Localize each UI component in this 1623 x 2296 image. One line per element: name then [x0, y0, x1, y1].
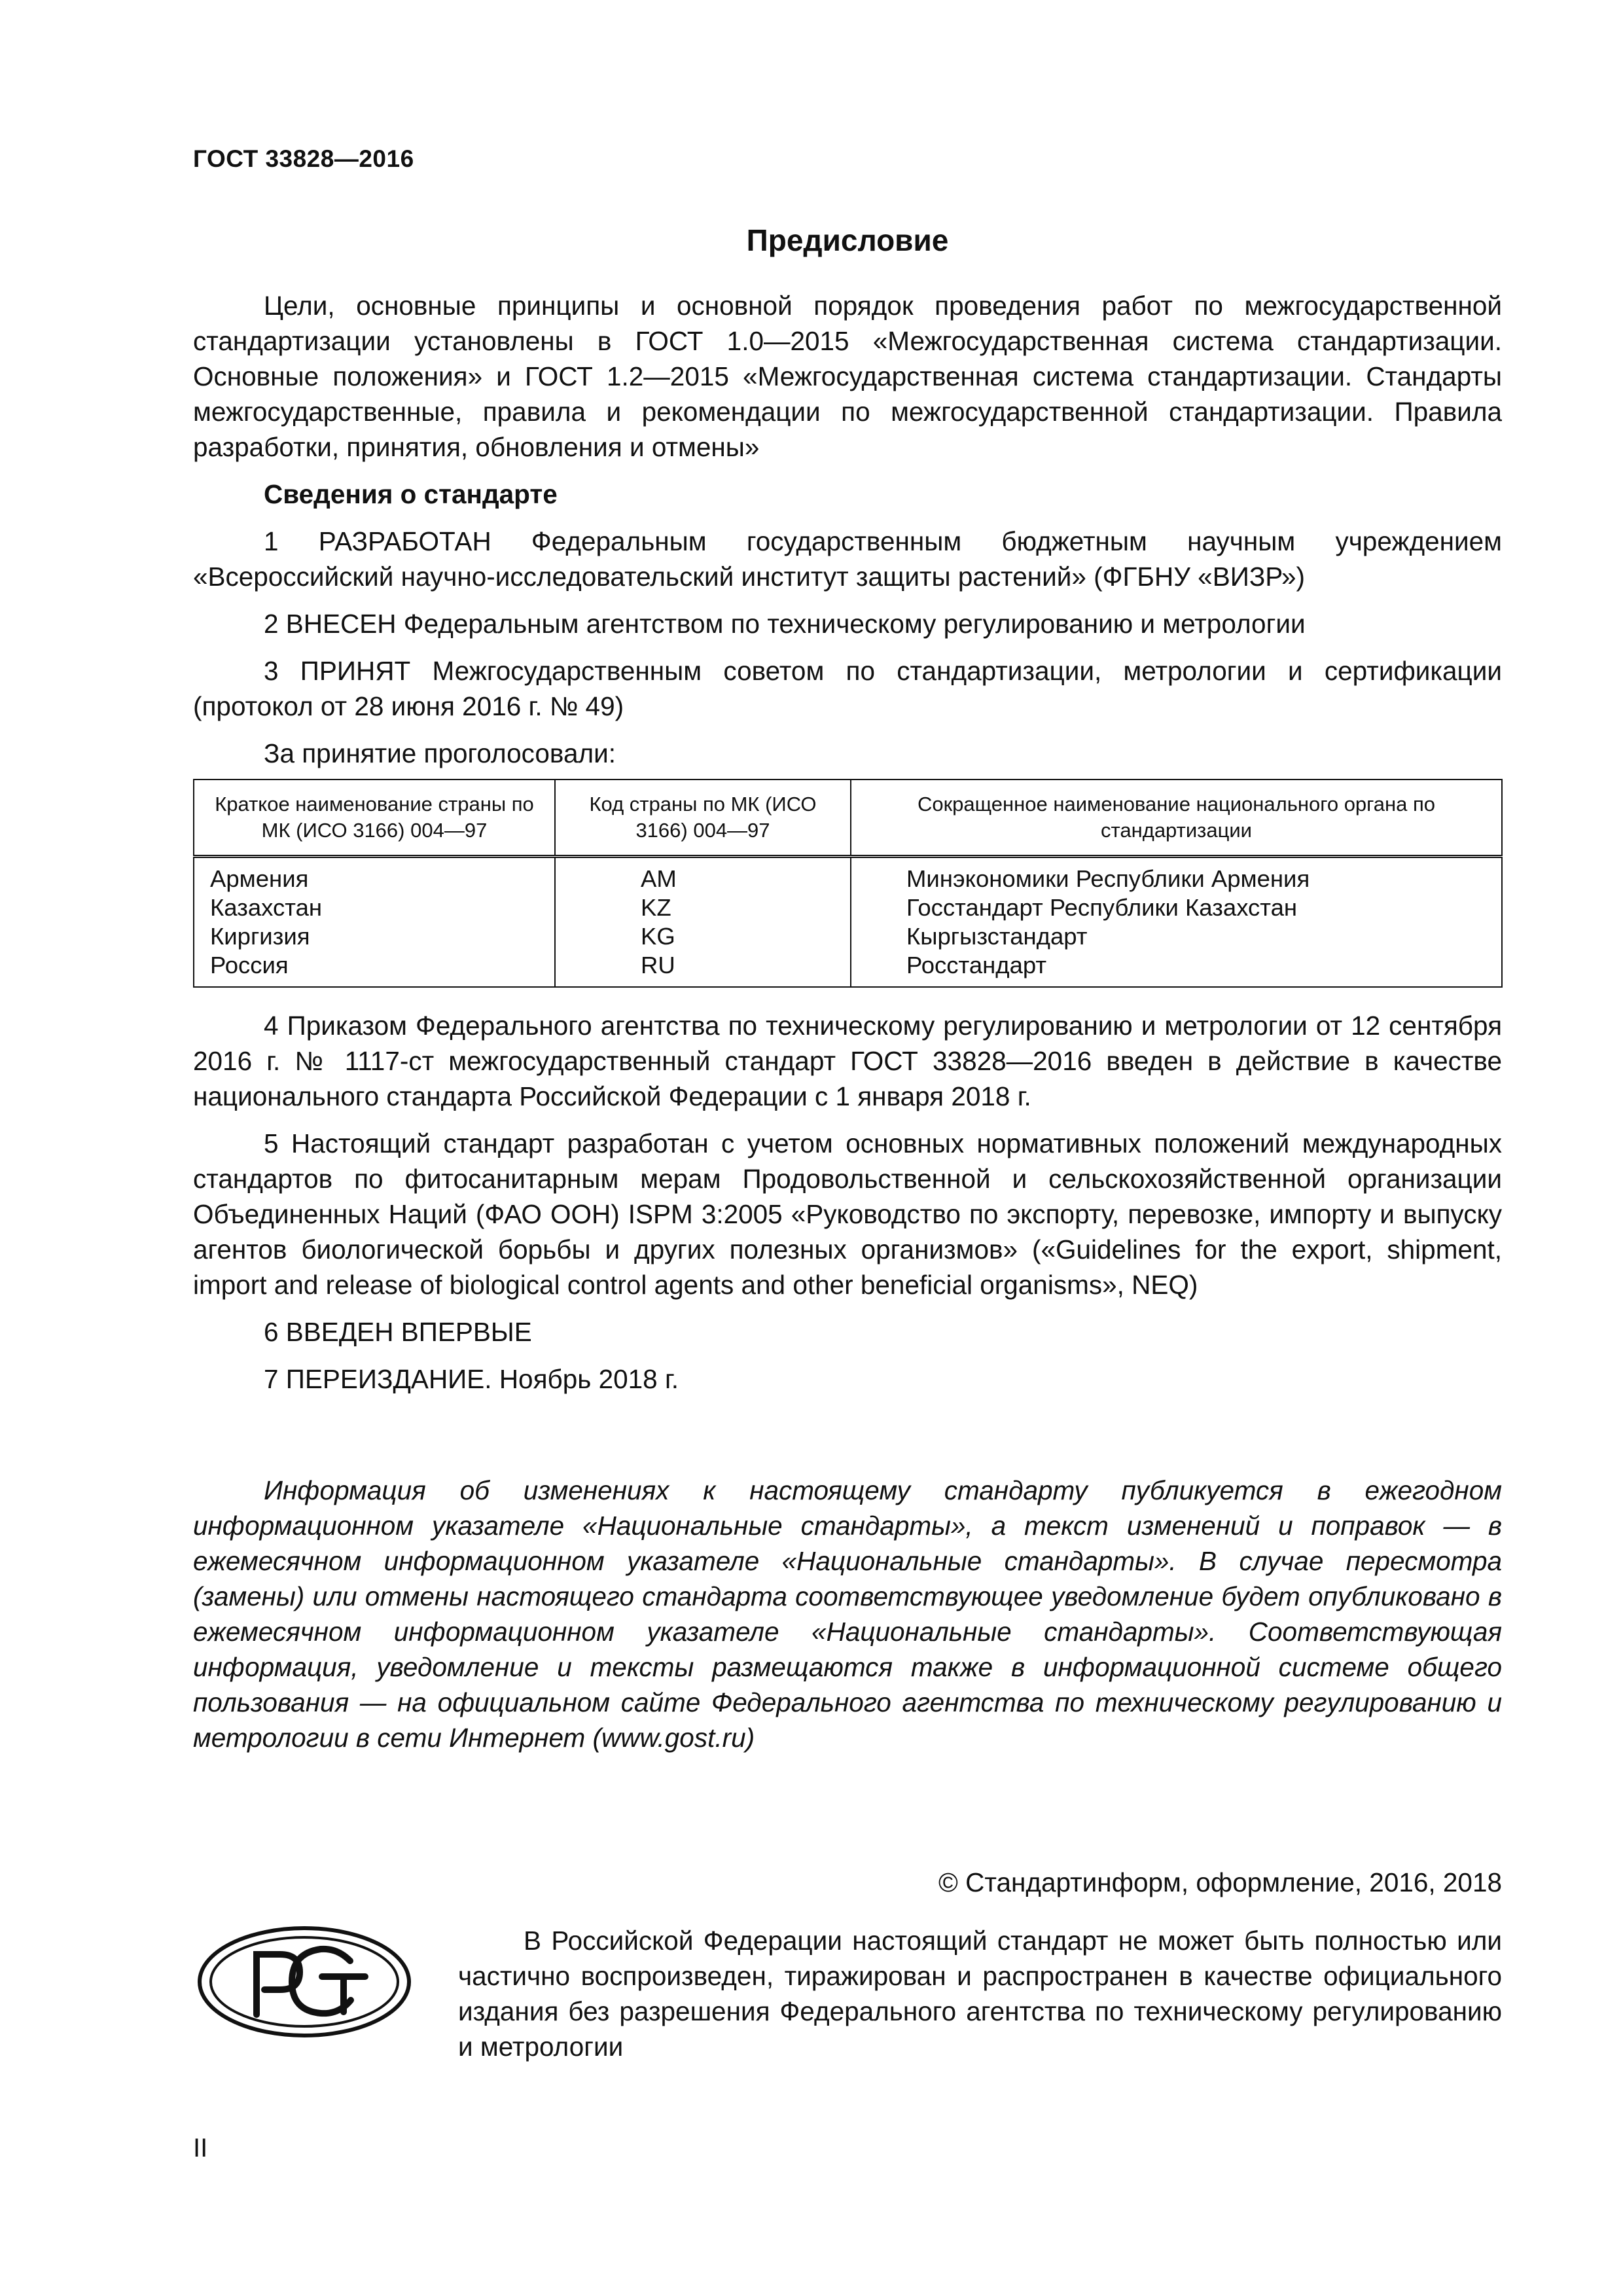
copyright-line: © Стандартинформ, оформление, 2016, 2018: [938, 1867, 1502, 1897]
code-cell: RU: [641, 952, 675, 978]
header-country-name: Краткое наименование страны по МК (ИСО 3166) 004—97: [194, 780, 555, 857]
body-cell: Минэкономики Республики Армения: [906, 865, 1310, 892]
code-cell: KZ: [641, 894, 671, 921]
country-cell: Россия: [210, 952, 289, 978]
voting-table: [193, 779, 1503, 988]
voted-label: За принятие проголосовали:: [264, 738, 616, 768]
country-cell: Казахстан: [210, 894, 323, 921]
code-column: [555, 857, 851, 988]
table-header-row: [194, 780, 1502, 857]
header-national-body: Сокращенное наименование национального органа по стандартизации: [851, 780, 1502, 857]
page-title: Предисловие: [746, 223, 949, 257]
country-cell: Киргизия: [210, 923, 310, 950]
item-6-first-time: 6 ВВЕДЕН ВПЕРВЫЕ: [264, 1317, 532, 1347]
item-1-developed: 1 РАЗРАБОТАН Федеральным государственным бюджетным научным учреждением «Всероссийский научно-исследовательский институт защиты растений» (ФГБНУ «ВИЗР»): [193, 526, 1502, 592]
page-number: II: [193, 2134, 208, 2162]
item-3-adopted: 3 ПРИНЯТ Межгосударственным советом по стандартизации, метрологии и сертификации (протокол от 28 июня 2016 г. № 49): [193, 656, 1502, 721]
country-column: [194, 857, 555, 988]
intro-paragraph: Цели, основные принципы и основной порядок проведения работ по межгосударственной стандартизации установлены в ГОСТ 1.0—2015 «Межгосударственная система стандартизации. Основные положения» и ГОСТ 1.2—2015 «Межгосударственная система стандартизации. Стандарты межгосударственные, правила и рекомендации по межгосударственной стандартизации. Правила разработки, принятия, обновления и отмены»: [193, 291, 1502, 462]
changes-info-note: Информация об изменениях к настоящему стандарту публикуется в ежегодном информационном указателе «Национальные стандарты», а текст изменений и поправок — в ежемесячном информационном указателе «Национальные стандарты». В случае пересмотра (замены) или отмены настоящего стандарта соответствующее уведомление будет опубликовано в ежемесячном информационном указателе «Национальные стандарты». Соответствующая информация, уведомление и тексты размещаются также в информационной системе общего пользования — на официальном сайте Федерального агентства по техническому регулированию и метрологии в сети Интернет (www.gost.ru): [193, 1475, 1502, 1753]
table-row: [194, 857, 1502, 988]
item-7-reissue: 7 ПЕРЕИЗДАНИЕ. Ноябрь 2018 г.: [264, 1364, 679, 1394]
document-code-header: ГОСТ 33828—2016: [193, 145, 414, 172]
item-5-based-on: 5 Настоящий стандарт разработан с учетом основных нормативных положений международных стандартов по фитосанитарным мерам Продовольственной и сельскохозяйственной организации Объединенных Наций (ФАО ООН) ISPM 3:2005 «Руководство по экспорту, перевозке, импорту и выпуску агентов биологической борьбы и других полезных организмов» («Guidelines for the export, shipment, import and release of biological control agents and other beneficial organisms», NEQ): [193, 1128, 1502, 1300]
country-cell: Армения: [210, 865, 309, 892]
rst-certification-mark-icon: [196, 1923, 412, 2041]
body-column: [851, 857, 1502, 988]
item-2-introduced: 2 ВНЕСЕН Федеральным агентством по техническому регулированию и метрологии: [264, 609, 1306, 639]
foreword-body-continued: [193, 1008, 1502, 1397]
reproduction-rights-note: В Российской Федерации настоящий стандарт не может быть полностью или частично воспроизведен, тиражирован и распространен в качестве официального издания без разрешения Федерального агентства по техническому регулированию и метрологии: [458, 1926, 1502, 2062]
code-cell: KG: [641, 923, 675, 950]
body-cell: Кыргызстандарт: [906, 923, 1088, 950]
standard-info-heading: Сведения о стандарте: [264, 479, 558, 509]
foreword-body: [193, 288, 1502, 771]
code-cell: AM: [641, 865, 677, 892]
body-cell: Госстандарт Республики Казахстан: [906, 894, 1298, 921]
body-cell: Росстандарт: [906, 952, 1047, 978]
item-4-order: 4 Приказом Федерального агентства по техническому регулированию и метрологии от 12 сентября 2016 г. № 1117-ст межгосударственный стандарт ГОСТ 33828—2016 введен в действие в качестве национального стандарта Российской Федерации с 1 января 2018 г.: [193, 1011, 1502, 1111]
header-country-code: Код страны по МК (ИСО 3166) 004—97: [555, 780, 851, 857]
